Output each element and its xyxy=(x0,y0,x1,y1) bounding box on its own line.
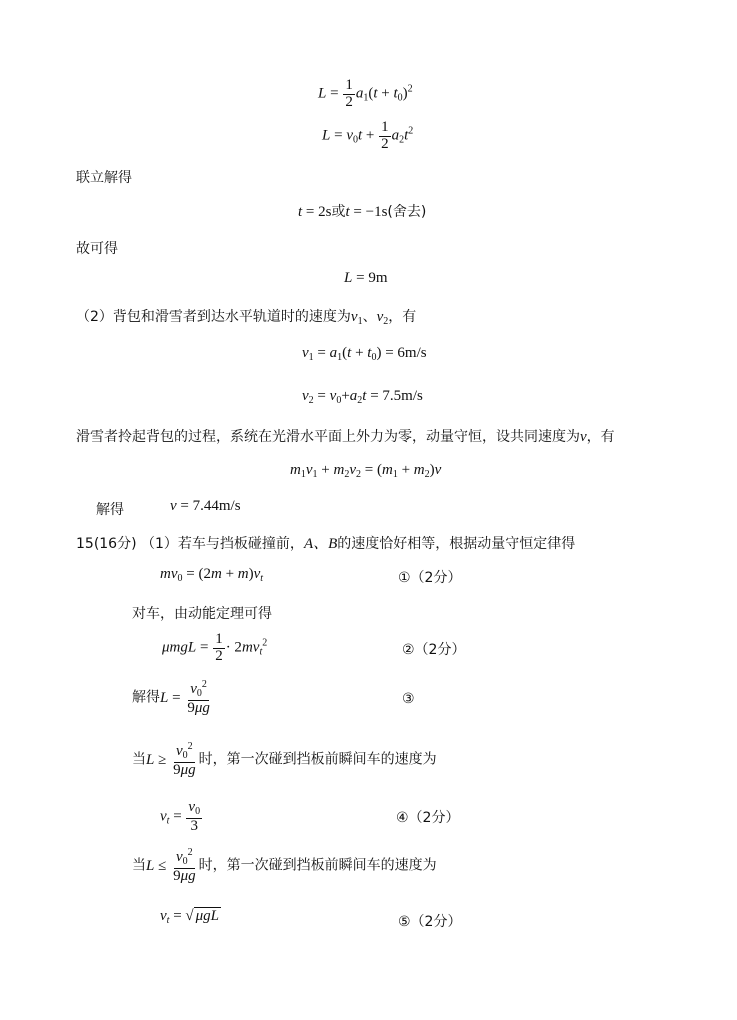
equation-t-solution: t = 2s或t = −1s(舍去) xyxy=(298,204,427,220)
equation-L-a2: $L = v_0t$ + $\frac{1}{2}$ $a_2t^2$ xyxy=(322,119,414,152)
equation-v1: $v_1 = a_1(t + t_0) = 6m/s$ xyxy=(302,345,427,363)
equation-5: $v_t$ = √ μgL xyxy=(160,908,220,926)
v-value: 7.44m/s xyxy=(192,498,241,514)
equation-momentum: $m_1v_1 + m_2v_2 = (m_1 + m_2)v$ xyxy=(290,462,442,480)
text-jiede: 解得 xyxy=(96,502,124,518)
paragraph-momentum: 滑雪者拎起背包的过程，系统在光滑水平面上外力为零，动量守恒，设共同速度为v，有 xyxy=(76,429,615,445)
question-15-heading: 15(16分) （1）若车与挡板碰撞前，A、B的速度恰好相等，根据动量守恒定律得 xyxy=(76,536,576,552)
equation-v-result: v = 7.44m/s xyxy=(170,498,241,514)
equation-v2: $v_2 = v_0+a_2t = 7.5m/s$ xyxy=(302,388,423,406)
v2-value: 7.5m/s xyxy=(382,388,423,404)
text-lianli: 联立解得 xyxy=(76,170,132,186)
text-gukede: 故可得 xyxy=(76,241,118,257)
v1-value: 6m/s xyxy=(397,345,427,361)
score-mark-2: ②（2分） xyxy=(402,642,466,658)
condition-2: 当L ≤ $\frac{v_0^2}{9\mu g}$ 时，第一次碰到挡板前瞬间车的速度为 xyxy=(132,847,437,884)
L-value: 9m xyxy=(368,270,388,286)
t1-value: 2s xyxy=(318,204,332,220)
equation-L-result: L = 9m xyxy=(344,270,388,286)
question-number: 15(16分) xyxy=(76,536,137,552)
score-mark-3: ③ xyxy=(402,691,415,707)
score-mark-5: ⑤（2分） xyxy=(398,914,462,930)
text-duiche: 对车，由动能定理可得 xyxy=(132,606,272,622)
condition-1: 当L ≥ $\frac{v_0^2}{9\mu g}$ 时，第一次碰到挡板前瞬间车的速度为 xyxy=(132,741,437,778)
paragraph-part2: （2）背包和滑雪者到达水平轨道时的速度为$v_1$、$v_2$，有 xyxy=(76,309,417,327)
t2-value: −1s xyxy=(365,204,388,220)
equation-4: $v_t$ = $\frac{v_0}{3}$ xyxy=(160,799,201,834)
equation-2: μmgL = $\frac{1}{2}$ · $2mv_t^2$ xyxy=(162,631,268,664)
equation-1: $mv_0 = (2m + m)v_t$ xyxy=(160,566,264,584)
equation-3: 解得L = $\frac{v_0^2}{9\mu g}$ xyxy=(132,679,210,716)
score-mark-1: ①（2分） xyxy=(398,570,462,586)
equation-L-a1: L = $\frac{1}{2}$ $a_1(t + t_0)^2$ xyxy=(318,77,413,110)
score-mark-4: ④（2分） xyxy=(396,810,460,826)
